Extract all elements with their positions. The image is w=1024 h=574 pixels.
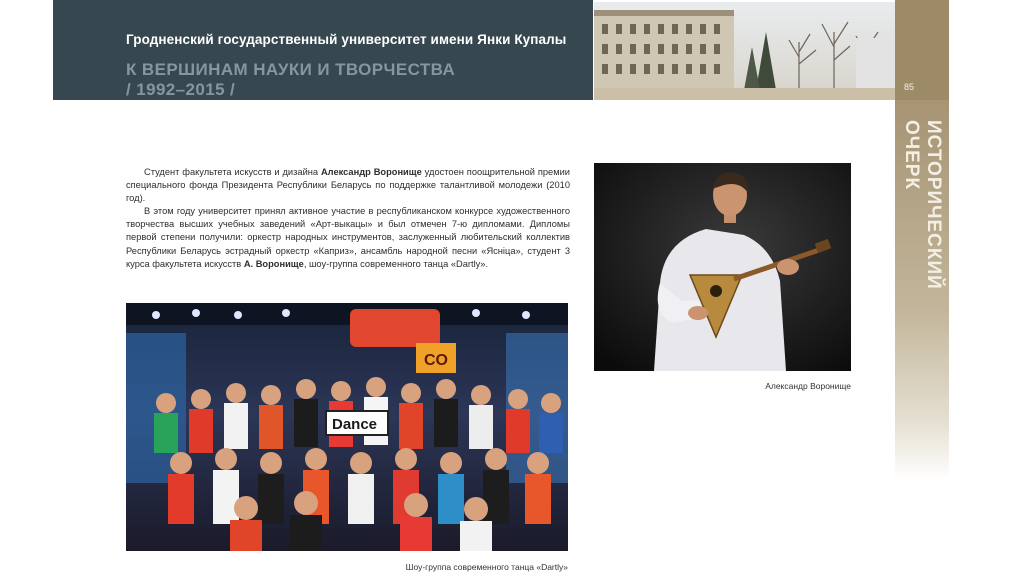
dance-group-caption: Шоу-группа современного танца «Dartly» [405, 562, 568, 572]
book-title: К ВЕРШИНАМ НАУКИ И ТВОРЧЕСТВА [126, 60, 456, 79]
paragraph-contest [126, 205, 570, 270]
campus-photo [594, 2, 895, 100]
paragraph-text: , шоу-группа современного танца «Dartly». [303, 258, 489, 269]
student-name-short: А. Воронище [243, 258, 304, 269]
section-label: ИСТОРИЧЕСКИЙ ОЧЕРК [901, 120, 944, 290]
student-name: Александр Воронище [320, 167, 422, 177]
book-years: / 1992–2015 / [126, 80, 236, 99]
paragraph-text: удостоен поощрительной премии специального фонда Президента Республики Беларусь по поддержке талантливой молодежи (2010 год). [126, 167, 570, 204]
paragraph-text: В этом году университет принял активное участие в республиканском конкурсе художественного творчества высших учебных заведений «Арт-выкацы» и был отмечен 7-ю дипломами. Дипломы первой степени получили: оркестр народных инструментов, заслуженный любительский коллектив Республики Беларусь эстрадный оркестр «Каприз», ансамбль народной песни «Ясніца», студент 3 курса факультета искусств [126, 206, 570, 269]
musician-photo [594, 163, 851, 371]
university-name: Гродненский государственный университет имени Янки Купалы [126, 32, 567, 47]
paragraph-text: Студент факультета искусств и дизайна [144, 167, 321, 177]
musician-caption: Александр Воронище [765, 381, 851, 391]
article-text [126, 166, 570, 271]
dance-group-photo [126, 303, 568, 551]
paragraph-award [126, 166, 570, 205]
crowd-sign: CO [424, 352, 448, 369]
dance-banner: Dance [332, 416, 378, 433]
page-number: 85 [904, 82, 915, 92]
